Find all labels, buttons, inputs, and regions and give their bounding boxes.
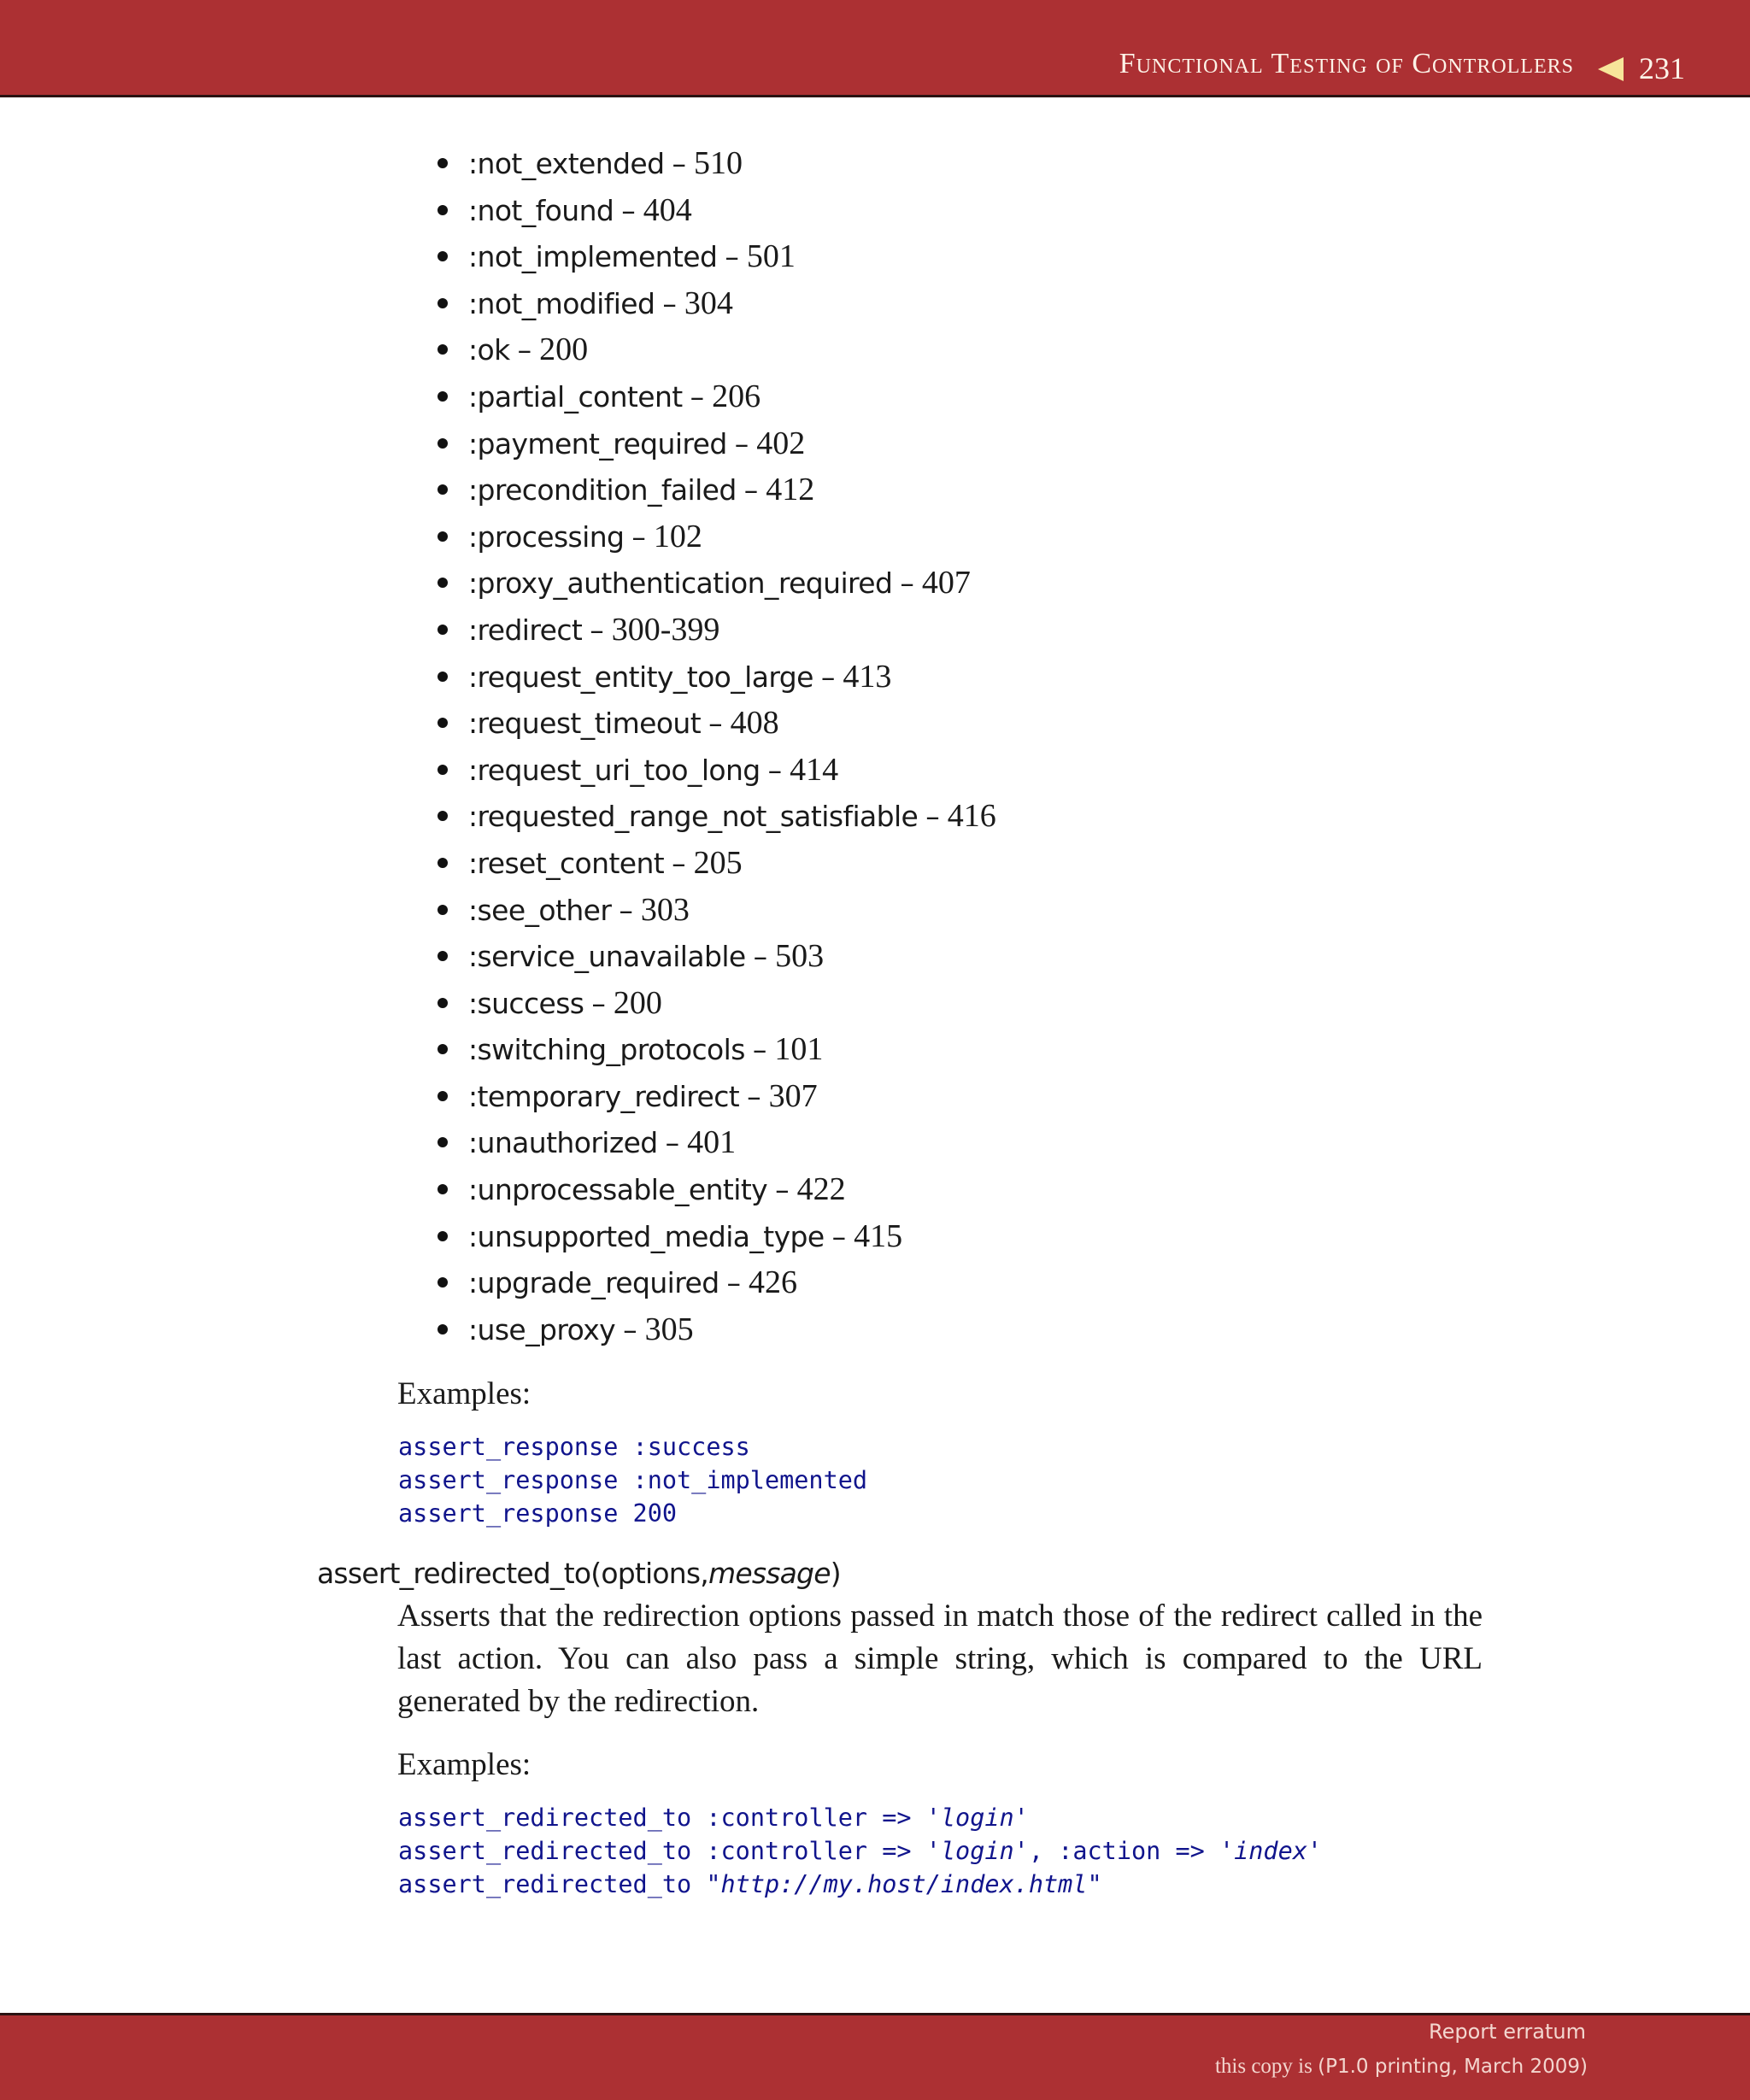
examples-label: Examples:: [397, 1747, 531, 1782]
left-arrow-icon[interactable]: [1598, 57, 1624, 81]
status-symbol: :switching_protocols: [468, 1033, 745, 1067]
dash-separator: –: [820, 660, 836, 694]
bullet-icon: [438, 1324, 448, 1334]
status-code: 303: [640, 891, 690, 928]
status-code: 408: [730, 705, 779, 742]
code-example-assert-response: [398, 1430, 867, 1530]
bullet-icon: [438, 811, 448, 821]
bullet-icon: [438, 1184, 448, 1194]
method-description: Asserts that the redirection options passed in match those of the redirect called in the last action. You can also pass a simple string, which is compared to the URL generated by the redirection.: [397, 1598, 1483, 1719]
dash-separator: –: [775, 1173, 790, 1207]
bullet-icon: [438, 905, 448, 915]
status-code-item: [468, 980, 996, 1027]
method-signature: [317, 1557, 841, 1591]
bullet-icon: [438, 998, 448, 1008]
examples-label: Examples:: [397, 1376, 531, 1411]
printing-note: [1215, 2054, 1588, 2079]
bullet-icon: [438, 205, 448, 215]
status-symbol: :unauthorized: [468, 1126, 658, 1160]
dash-separator: –: [734, 426, 749, 460]
status-symbol: :see_other: [468, 893, 612, 927]
status-code-item: [468, 1213, 996, 1260]
bullet-icon: [438, 672, 448, 682]
dash-separator: –: [752, 1033, 767, 1067]
status-code: 413: [843, 658, 892, 695]
code-line: assert_response 200: [398, 1499, 678, 1528]
copy-prefix: this copy is: [1214, 2055, 1312, 2078]
dash-separator: –: [631, 519, 646, 554]
status-symbol: :processing: [468, 519, 625, 554]
bullet-icon: [438, 391, 448, 402]
status-symbol: :not_extended: [468, 147, 665, 180]
code-separator: ,: [1028, 1837, 1044, 1865]
status-code: 510: [693, 145, 743, 181]
report-erratum-link[interactable]: Report erratum: [1429, 2020, 1586, 2044]
status-symbol: :requested_range_not_satisfiable: [468, 800, 919, 834]
method-close-paren: ): [830, 1557, 841, 1590]
status-symbol: :not_found: [468, 193, 614, 227]
status-code-item: [468, 747, 996, 794]
dash-separator: –: [590, 613, 604, 647]
bullet-icon: [438, 858, 448, 868]
bullet-icon: [438, 1091, 448, 1101]
status-code: 422: [796, 1171, 846, 1208]
status-code-item: [468, 1073, 996, 1120]
status-code-item: [468, 513, 996, 560]
status-symbol: :success: [468, 986, 584, 1020]
status-code-item: [468, 654, 996, 701]
status-code: 412: [766, 472, 815, 508]
status-symbol: :upgrade_required: [468, 1266, 719, 1300]
status-symbol: :temporary_redirect: [468, 1079, 740, 1113]
dash-separator: –: [743, 473, 759, 507]
status-code: 407: [921, 565, 971, 601]
status-code-item: [468, 793, 996, 840]
bullet-icon: [438, 484, 448, 495]
dash-separator: –: [925, 800, 940, 834]
dash-separator: –: [831, 1219, 847, 1253]
bullet-icon: [438, 344, 448, 355]
bullet-icon: [438, 158, 448, 168]
status-code: 200: [613, 984, 662, 1021]
status-code: 402: [756, 425, 806, 461]
status-code: 416: [947, 798, 996, 835]
dash-separator: –: [672, 846, 686, 880]
dash-separator: –: [623, 1312, 637, 1346]
status-symbol: :not_implemented: [468, 240, 718, 274]
status-code: 101: [774, 1031, 824, 1068]
dash-separator: –: [690, 379, 705, 414]
status-symbol: :proxy_authentication_required: [468, 566, 893, 601]
bullet-icon: [438, 1044, 448, 1054]
page-number: 231: [1639, 51, 1685, 85]
dash-separator: –: [900, 566, 914, 601]
status-code: 307: [768, 1077, 818, 1114]
status-code-item: [468, 420, 996, 467]
status-code-item: [468, 373, 996, 420]
status-code-list: [468, 140, 996, 1352]
bullet-icon: [438, 765, 448, 775]
status-symbol: :ok: [468, 333, 510, 367]
status-code: 305: [644, 1311, 694, 1347]
status-code: 426: [749, 1264, 798, 1301]
dash-separator: –: [753, 940, 768, 974]
dash-separator: –: [725, 240, 739, 274]
status-symbol: :request_entity_too_large: [468, 660, 813, 694]
status-symbol: :reset_content: [468, 846, 665, 880]
status-symbol: :partial_content: [468, 379, 683, 414]
code-string: "http://my.host/index.html": [706, 1870, 1102, 1898]
dash-separator: –: [621, 193, 636, 227]
status-symbol: :redirect: [468, 613, 583, 647]
copy-detail: (P1.0 printing, March 2009): [1318, 2056, 1588, 2078]
dash-separator: –: [591, 986, 606, 1020]
dash-separator: –: [672, 147, 686, 180]
status-code: 205: [693, 844, 743, 881]
status-code: 415: [854, 1217, 903, 1254]
bullet-icon: [438, 625, 448, 635]
status-symbol: :not_modified: [468, 286, 655, 320]
status-code-item: [468, 933, 996, 980]
status-code-item: [468, 1306, 996, 1353]
bullet-icon: [438, 531, 448, 542]
status-code-item: [468, 607, 996, 654]
status-symbol: :unsupported_media_type: [468, 1219, 825, 1253]
status-code-item: [468, 560, 996, 607]
status-code: 404: [643, 191, 692, 228]
status-symbol: :request_timeout: [468, 707, 702, 741]
running-head-title: Functional Testing of Controllers: [1119, 48, 1574, 79]
status-code: 503: [775, 938, 825, 975]
status-symbol: :service_unavailable: [468, 940, 746, 974]
status-code: 206: [712, 378, 761, 414]
status-code-item: [468, 140, 996, 187]
status-code-item: [468, 887, 996, 934]
status-symbol: :precondition_failed: [468, 473, 737, 507]
bullet-icon: [438, 1277, 448, 1288]
dash-separator: –: [517, 333, 532, 367]
code-example-assert-redirected-to: [398, 1801, 1322, 1901]
status-code: 414: [790, 751, 839, 788]
code-line: assert_response :not_implemented: [398, 1466, 868, 1494]
status-code-item: [468, 1119, 996, 1166]
dash-separator: –: [726, 1266, 742, 1300]
status-code-item: [468, 233, 996, 280]
status-code: 401: [687, 1124, 737, 1161]
status-symbol: :request_uri_too_long: [468, 753, 760, 787]
code-method: assert_redirected_to: [398, 1870, 692, 1898]
status-symbol: :use_proxy: [468, 1312, 616, 1346]
code-string: 'index': [1219, 1837, 1323, 1865]
code-key: :controller =>: [706, 1837, 912, 1865]
dash-separator: –: [767, 753, 783, 787]
bullet-icon: [438, 438, 448, 449]
status-code-item: [468, 466, 996, 513]
status-symbol: :unprocessable_entity: [468, 1173, 768, 1207]
status-code-item: [468, 700, 996, 747]
code-method: assert_redirected_to: [398, 1804, 692, 1832]
dash-separator: –: [708, 707, 723, 741]
bullet-icon: [438, 251, 448, 261]
dash-separator: –: [747, 1079, 761, 1113]
status-code: 501: [746, 238, 796, 275]
status-code-item: [468, 840, 996, 887]
status-symbol: :payment_required: [468, 426, 727, 460]
method-name: assert_redirected_to(options,: [317, 1557, 708, 1590]
status-code-item: [468, 1259, 996, 1306]
status-code: 102: [653, 518, 702, 554]
bullet-icon: [438, 578, 448, 588]
dash-separator: –: [665, 1126, 680, 1160]
bullet-icon: [438, 718, 448, 728]
status-code: 300-399: [611, 611, 720, 648]
dash-separator: –: [619, 893, 633, 927]
code-string: 'login': [925, 1837, 1029, 1865]
code-line: assert_response :success: [398, 1433, 750, 1461]
code-string: 'login': [925, 1804, 1029, 1832]
bullet-icon: [438, 1137, 448, 1147]
status-code-item: [468, 1026, 996, 1073]
dash-separator: –: [662, 286, 677, 320]
status-code-item: [468, 1166, 996, 1213]
status-code: 304: [684, 284, 733, 321]
code-method: assert_redirected_to: [398, 1837, 692, 1865]
bullet-icon: [438, 298, 448, 308]
status-code-item: [468, 280, 996, 327]
bullet-icon: [438, 1231, 448, 1241]
status-code-item: [468, 187, 996, 234]
bullet-icon: [438, 951, 448, 961]
status-code-item: [468, 326, 996, 373]
code-key: :action =>: [1058, 1837, 1205, 1865]
method-arg-message: message: [708, 1557, 831, 1590]
status-code: 200: [539, 331, 589, 368]
code-key: :controller =>: [706, 1804, 912, 1832]
